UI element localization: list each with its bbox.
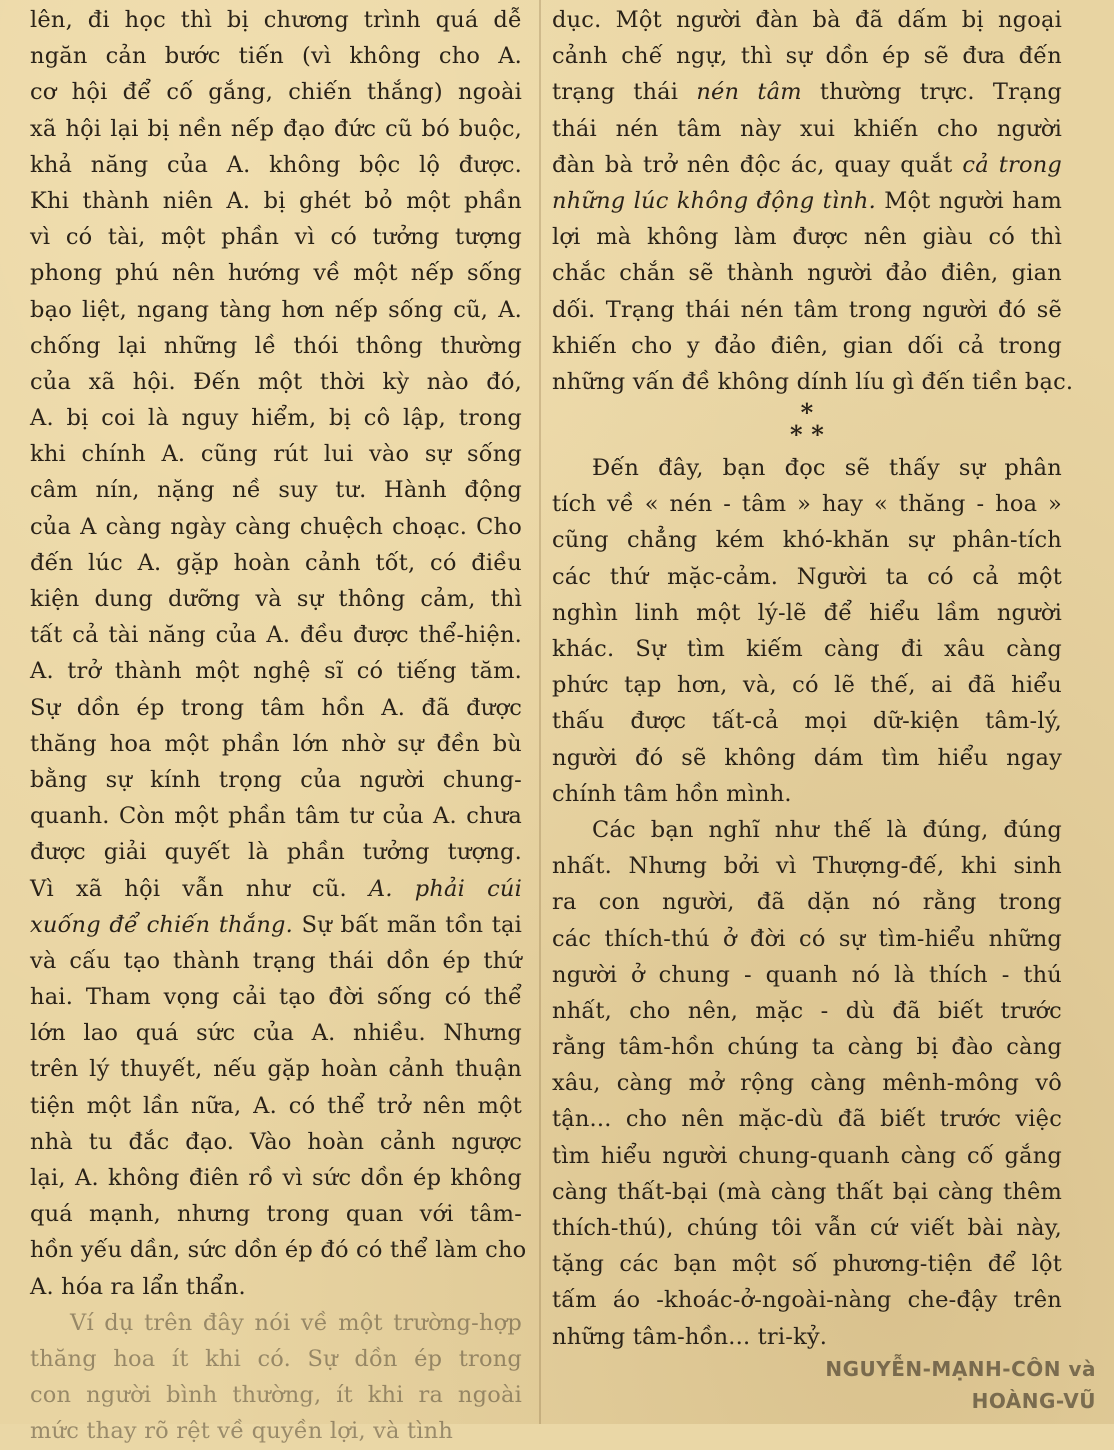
text-line: lại, A. không điên rồ vì sức dồn ép không [30,1165,522,1191]
text-line: quanh. Còn một phần tâm tư của A. chưa [30,803,522,830]
text-line: bạo liệt, ngang tàng hơn nếp sống cũ, A. [30,296,522,323]
text-line: nghìn linh một lý-lẽ để hiểu lầm người [552,599,1062,626]
text-line: được giải quyết là phần tưởng tượng. [30,839,522,866]
text-line: và cấu tạo thành trạng thái dồn ép thứ [30,947,522,974]
text-line: thái nén tâm này xui khiến cho người [552,115,1062,142]
text-line: nhất. Nhưng bởi vì Thượng-đế, khi sinh [552,853,1062,880]
text-line: khiến cho y đảo điên, gian dối cả trong [552,332,1062,359]
text-line: thăng hoa một phần lớn nhờ sự đền bù [30,730,522,757]
text-line: càng thất-bại (mà càng thất bại càng thêm [552,1178,1062,1205]
text-line: những lúc không động tình. Một người ham [552,187,1062,214]
right-paragraphs-conclusion [552,450,1062,1355]
text-line: tìm hiểu người chung-quanh càng cố gắng [552,1142,1062,1169]
text-line: khi chính A. cũng rút lui vào sự sống [30,441,522,468]
text-line: những vấn đề không dính líu gì đến tiền bạc. [552,368,1074,395]
text-line: Các bạn nghĩ như thế là đúng, đúng [592,816,1062,843]
text-line: mức thay rõ rệt về quyền lợi, và tình [30,1418,454,1445]
text-line: quá mạnh, nhưng trong quan với tâm- [30,1201,522,1228]
text-line: chính tâm hồn mình. [552,780,792,807]
text-line: A. hóa ra lẩn thẩn. [30,1273,246,1300]
text-line: A. trở thành một nghệ sĩ có tiếng tăm. [30,658,522,685]
text-line: cũng chẳng kém khó-khăn sự phân-tích [552,527,1062,554]
column-divider [539,0,541,1424]
text-line: đàn bà trở nên độc ác, quay quắt cả trong [552,151,1063,178]
separator-asterisk-top: * [800,398,814,428]
text-line: tấm áo -khoác-ở-ngoài-nàng che-đậy trên [552,1287,1062,1314]
text-line: tiện một lần nữa, A. có thể trở nên một [30,1092,522,1119]
text-line: phong phú nên hướng về một nếp sống [30,260,522,287]
text-line: các thứ mặc-cảm. Người ta có cả một [552,563,1062,590]
text-line: nhất, cho nên, mặc - dù đã biết trước [552,997,1062,1024]
text-line: cảnh chế ngự, thì sự dồn ép sẽ đưa đến [552,43,1062,70]
text-line: khác. Sự tìm kiếm càng đi xâu càng [552,636,1062,662]
text-line: A. bị coi là nguy hiểm, bị cô lập, trong [30,405,522,432]
text-line: Vì xã hội vẫn như cũ. A. phải cúi [30,875,522,902]
text-line: xâu, càng mở rộng càng mênh-mông vô [552,1070,1062,1097]
author-signature-line-2: HOÀNG-VŨ [971,1389,1096,1413]
text-line: dối. Trạng thái nén tâm trong người đó sẽ [552,296,1062,323]
text-line: tận... cho nên mặc-dù đã biết trước việc [552,1106,1062,1133]
text-line: người ở chung - quanh nó là thích - thú [552,961,1062,988]
text-line: cơ hội để cố gắng, chiến thắng) ngoài [30,79,522,106]
text-line: Ví dụ trên đây nói về một trường-hợp [70,1309,522,1336]
text-line: dục. Một người đàn bà đã dấm bị ngoại [552,7,1062,33]
text-line: lợi mà không làm được nên giàu có thì [552,224,1062,251]
text-line: lên, đi học thì bị chương trình quá dễ [30,7,522,33]
text-line: nhà tu đắc đạo. Vào hoàn cảnh ngược [30,1128,522,1155]
text-line: xuống để chiến thắng. Sự bất mãn tồn tại [30,911,522,938]
text-line: câm nín, nặng nề suy tư. Hành động [30,477,522,504]
text-line: người đó sẽ không dám tìm hiểu ngay [552,744,1062,771]
right-text-column [552,2,1074,1355]
text-line: vì có tài, một phần vì có tưởng tượng [30,224,522,251]
separator-asterisks-bottom: * * [789,420,825,450]
text-line: tích về « nén - tâm » hay « thăng - hoa » [552,491,1062,518]
text-line: của A càng ngày càng chuệch choạc. Cho [30,513,522,540]
text-line: thăng hoa ít khi có. Sự dồn ép trong [30,1345,522,1372]
text-line: hai. Tham vọng cải tạo đời sống có thể [30,984,522,1011]
text-line: rằng tâm-hồn chúng ta càng bị đào càng [552,1034,1062,1061]
section-separator [552,400,1062,450]
text-line: bằng sự kính trọng của người chung- [30,766,522,793]
text-line: thích-thú), chúng tôi vẫn cứ viết bài này, [552,1215,1062,1241]
text-line: xã hội lại bị nền nếp đạo đức cũ bó buộc, [30,115,522,142]
text-line: đến lúc A. gặp hoàn cảnh tốt, có điều [30,549,522,576]
text-line: phức tạp hơn, và, có lẽ thế, ai đã hiểu [552,672,1062,699]
text-line: thấu được tất-cả mọi dữ-kiện tâm-lý, [552,708,1062,735]
text-line: Sự dồn ép trong tâm hồn A. đã được [30,694,522,721]
text-line: tặng các bạn một số phương-tiện để lột [552,1251,1062,1278]
text-line: các thích-thú ở đời có sự tìm-hiểu những [552,925,1062,952]
text-line: trạng thái nén tâm thường trực. Trạng [552,79,1062,106]
text-line: Đến đây, bạn đọc sẽ thấy sự phân [592,455,1062,482]
author-signature-line-1: NGUYỄN-MẠNH-CÔN và [825,1357,1096,1381]
text-line: hồn yếu dần, sức dồn ép đó có thể làm cho [30,1237,527,1264]
left-text-column [30,2,527,1450]
text-line: trên lý thuyết, nếu gặp hoàn cảnh thuận [30,1056,522,1083]
text-line: ra con người, đã dặn nó rằng trong [552,889,1062,916]
text-line: con người bình thường, ít khi ra ngoài [30,1382,522,1409]
text-line: những tâm-hồn... tri-kỷ. [552,1323,828,1350]
text-line: chắc chắn sẽ thành người đảo điên, gian [552,260,1062,287]
text-line: tất cả tài năng của A. đều được thể-hiện. [30,622,522,649]
text-line: chống lại những lề thói thông thường [30,332,522,359]
text-line: Khi thành niên A. bị ghét bỏ một phần [30,187,522,214]
right-paragraph-continued [552,2,1074,400]
text-line: kiện dung dưỡng và sự thông cảm, thì [30,586,522,612]
text-line: lớn lao quá sức của A. nhiều. Nhưng [30,1020,522,1047]
text-line: của xã hội. Đến một thời kỳ nào đó, [30,368,522,395]
text-line: ngăn cản bước tiến (vì không cho A. [30,43,522,70]
text-line: khả năng của A. không bộc lộ được. [30,151,522,178]
